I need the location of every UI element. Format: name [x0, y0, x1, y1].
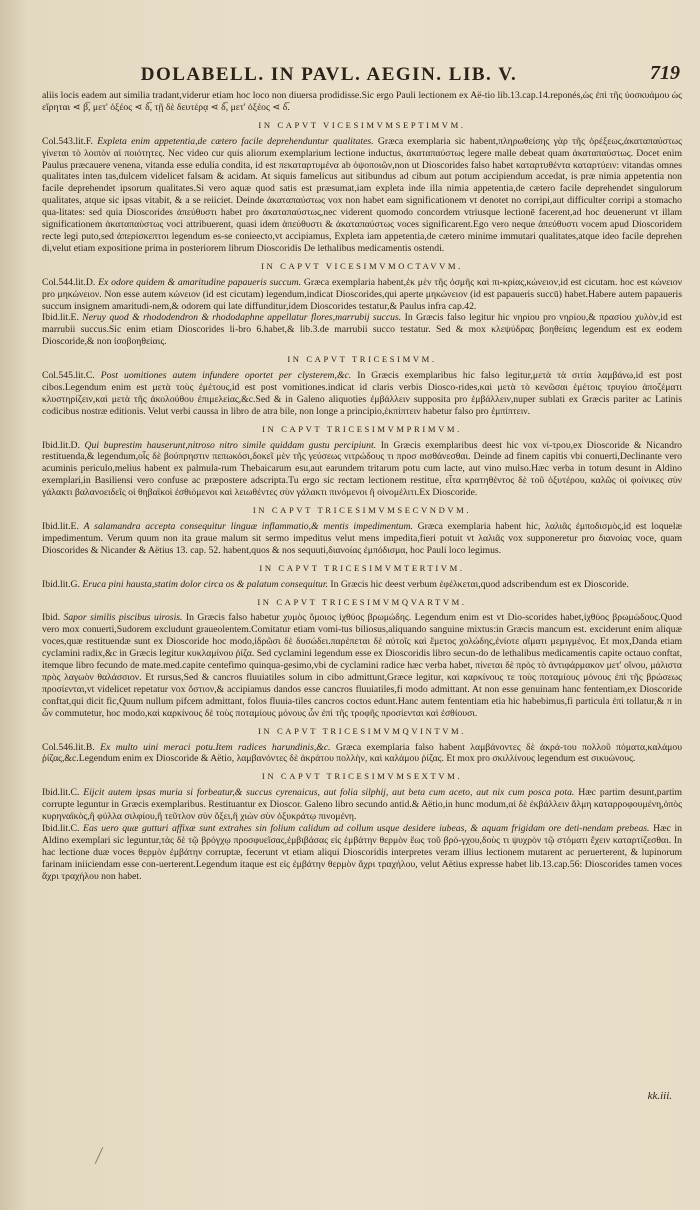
- commentary-paragraph: [42, 823, 682, 883]
- column-reference: Col.543.lit.F.: [42, 135, 93, 147]
- column-reference: Col.544.lit.D.: [42, 276, 96, 288]
- commentary-paragraph: [42, 312, 682, 348]
- column-reference: Ibid.lit.C.: [42, 822, 80, 834]
- commentary-paragraph: [42, 742, 682, 766]
- lemma-quote: A salamandra accepta consequitur linguæ inflammatio,& mentis impedimentum.: [83, 521, 413, 532]
- chapter-heading: IN CAPVT TRICESIMVMSECVNDVM.: [252, 505, 472, 516]
- paragraph-text: Græca exemplaria falso habent λαμβάνοντες δὲ ἀκρά-του πολλοῦ πόματα,καλάμου ῥίζας,&c.Legendum enim ex Dioscoride & Aëtio, λαμβανόντες δὲ ἀκράτου πολλὴν, καὶ καλάμου ῥίζας. Et mox pro σκιλλίνους legendum est σικυώνους.: [42, 741, 683, 765]
- paragraph-text: Græca exemplaria sic habent,πληρωθείσης γὰρ τῆς ὀρέξεως,ἀκαταπαύστως γίνεται τὸ λοιπὸν αἱ ποιότητες. Nec video cur quis aliorum exemplarium lectione inductus, ἀκαταπαύστως legere malle debeat quam ἀκαταπαύστως. Docet enim Paulus præcauere venena, vitanda esse edulia condita, id est πεκαταρτυμένα ab ὀψοποιῶν,non ut Dioscorides falso habet καταρτυθέντα καταρτύειν: vitandas omnes qualitates inten tas,dulcem videlicet falsam & acidam. At siquis famelicus aut sitibundus ad cibum aut potum accipiendum accedat, is præ nimia appetentia non facile deprehendet ipsorum qualitates.Si vero aquæ quod satis est præsumat,iam expleta inde illa nimia appetentia,de cætero facile deprehendet singulorum qualitates, atque sic ipsas vitabit, & a se reiiciet. Deinde ἀκαταπαύστως vox non habet eam significationem vt denotet no corripi,aut difficulter corripi a stomacho qua-litates: sed quia Dioscorides ἀπεύθυστι habet pro ἀκαταπαύστως,nec viderent quomodo concordem vtriusque lectionē facerent,ad hoc deuenerunt vt illam significationem ἀκαταπαύστως voci attribuerent, quasi idem ἀπεύθυστι & ἀκαταπαύστως voces significarent.Ego vero neque ἀπεύθυστι vocem apud Dioscoridem recte legi puto,sed ἀπερίσκεπτοι legendum es-se conieecto,vt accipiamus, Expleta iam appetentia,de cætero minime immutari qualitates,atque ideo facile deprehen di,velut etiam expositione prima in posteriorem librum Dioscoridis De lethalibus medicamentis ostendi.: [42, 135, 683, 254]
- commentary-paragraph: [42, 787, 682, 823]
- chapter-heading: IN CAPVT TRICESIMVMSEXTVM.: [261, 771, 463, 782]
- paragraph-text: Hæc partim desunt,partim corrupte leguntur in Græcis exemplaribus. Restituantur ex Dioscor. Galeno libro secundo antid.& Aëtio,in hunc modum,αἱ δὲ ἐκβάλλειν ἅλμη καταρροφουμένη,ὀπὸς κυρηναϊκὸς,ἢ φύλλα σιλφίου,ἢ τεῦτλον σὺν ὄξει,ἢ χιὼν σὺν ὀξυκράτῳ πινομένη.: [42, 787, 683, 823]
- page-number: 719: [650, 62, 680, 84]
- column-reference: Ibid.lit.E.: [42, 312, 79, 324]
- commentary-paragraph: [42, 612, 682, 719]
- column-reference: Col.546.lit.B.: [42, 741, 95, 753]
- paragraph-text: Græca exemplaria habent hic, λαλιᾶς ἐμποδισμὸς,id est loquelæ impedimentum. Verum quum non ita graue malum sit sermo impeditus velut mens impedita,fieri potuit vt λαλιᾶς vox supponeretur pro διανοίας voce, quam Dioscorides & Nicander & Aëtius 13. cap. 52. habent,quos & nos sequuti,διανοίας ἐμπόδισμα, hoc Pauli loco legimus.: [42, 521, 683, 556]
- lemma-quote: Ex multo uini meraci potu.Item radices harundinis,&c.: [100, 741, 331, 753]
- lemma-quote: Neruy quod & rhododendron & rhododaphne appellatur flores,marrubij succus.: [82, 312, 402, 324]
- chapter-heading: IN CAPVT VICESIMVMOCTAVVM.: [261, 260, 463, 271]
- column-reference: Ibid.lit.E.: [42, 521, 79, 532]
- paragraph-text: In Græcis falso legitur hic νηρίου pro νηρίου,& πρασίου χυλὸν,id est marrubii succus.Sic enim etiam Dioscorides li-bro 6.habet,& lib.3.de marrubii succo testatur. Sed & mox κλεψύδρας βοηθείαις legendum est ex eodem Dioscoride,& non ἰσοβοηθείαις.: [42, 312, 683, 348]
- commentary-paragraph: [42, 521, 682, 557]
- chapter-heading: IN CAPVT TRICESIMVM.: [287, 354, 437, 365]
- paragraph-text: Hæc in Aldino exemplari sic leguntur,τὰς δὲ τῷ βρόγχῳ προσφυεῖσας,ἐμβιβάσας εἰς ἐμβάτην θερμὸν ἕως τοῦ βρό-γχου,δοὺς τι ψυχρὸν τῷ στόματι ἔχειν καταρτίζεσθαι. In hac lectione duæ voces θερμὸν ἐμβάτην corruptæ, fecerunt vt etiam aliqui Dioscoridis interpretes veram illius lectionem mutarent ac peruerterent, & lupinorum farinam iniiciendam esse con-uerterent.Legendum itaque est εἰς ἐμβάτην θερμὸν ἄχρι τραχήλου, velut Aëtius expresse habet lib.13.cap.56: Dioscorides tamen voces ἄχρι τραχήλου non habet.: [42, 822, 683, 882]
- paragraph-text: aliis locis eadem aut similia tradant,viderur etiam hoc loco non diuersa prodidisse.Sic ergo Pauli lectionem ex Aë-tio lib.13.cap.14.reponés,ὡς ἐπὶ τῆς ὑοσκυάμου ὡς εἴρηται ⋖ β̅, μετ' ὀξέος ⋖ δ̅, τῇ δὲ δευτέρᾳ ⋖ δ̅, μετ' ὀξέος ⋖ δ̅.: [42, 90, 682, 113]
- commentary-paragraph: [42, 136, 682, 255]
- page-body: [42, 90, 682, 882]
- commentary-paragraph: [42, 90, 682, 114]
- lemma-quote: Sapor similis piscibus uirosis.: [63, 612, 183, 624]
- lemma-quote: Eijcit autem ipsas muria si forbeatur,& succus cyrenaicus, aut folia silphij, aut beta cum aceto, aut nix cum posca pota.: [83, 787, 575, 799]
- page-header: [40, 64, 680, 90]
- chapter-heading: IN CAPVT VICESIMVMSEPTIMVM.: [258, 119, 466, 130]
- running-head: DOLABELL. IN PAVL. AEGIN. LIB. V.: [140, 64, 518, 85]
- paragraph-text: In Græcis falso habetur χυμὸς ὅμοιος ἰχθύος βρωμώδης. Legendum enim est vt Dio-scorides habet,ἰχθύος βρωμώδους.Quod vero mox conuerti,Sudorem excludunt graueolentem.Comitatur etiam vomi-tus biliosus,aliquando sanguine mixtus:in Græcis mancum est. exciderunt enim aliquæ voces,quæ restituendæ sunt ex Dioscoride hoc modo,ἱδρῶσι δὲ δυσώδει.παρέπεται δὲ αὐτοῖς καὶ ἔμετος χολώδης,ἐνίοτε αἵματι μεμιγμένος. Et mox,Danda etiam cyclamini radix,&c in Græcis legitur κυκλαμίνου ῥίζα. Sed cyclamini legendum esse ex Dioscoridis libro secun-do de lethalibus medicamentis capite octauo conftat, itemque libro fecundo de mate.med.capite centefimo quinqua-gesimo,vbi de cyclamini radice hæc verba habet, πίνεται δὲ πρὸς τὸ ἀντιφάρμακον μετ' οἴνου, μάλιστα πρὸς λαγωὸν θαλάσσιον. Et rursus,Sed & cancros fluuiatiles solum in cibo admittunt,Græce legitur, καὶ καρκίνους τε τοὺς ποταμίους μόνους ἐπὶ τῆς βρώσεως προσίενται,vt videlicet repetatur vox ὄστιον,& accipiamus dandos esse cancros fluuiatiles,fi modo admittant. At non esse genuinam hanc fententiam,ex Dioscoride conftat,qui dicit fic,Quum nullum pifcem admittant, folos fluuia-tiles cancros coctos edunt.Hanc autem fententiam etia hic habebimus,fi particula ἐπὶ tollatur,& π in ὧν commutetur, hoc modo,καὶ καρκίνους δὲ τοὺς ποταμίους μόνους ὧν ἐπὶ τῆς τροφῆς προσίενται καὶ ἐσθίουσι.: [42, 612, 683, 719]
- lemma-quote: Post uomitiones autem infundere oportet per clysterem,&c.: [100, 370, 352, 382]
- column-reference: Ibid.: [42, 612, 61, 624]
- commentary-paragraph: [42, 277, 682, 313]
- commentary-paragraph: [42, 370, 682, 418]
- chapter-heading: IN CAPVT TRICESIMVMPRIMVM.: [262, 423, 462, 434]
- lemma-quote: Qui buprestim hauserunt,nitroso nitro simile quiddam gustu percipiunt.: [84, 439, 377, 451]
- column-reference: Ibid.lit.G.: [42, 578, 80, 590]
- chapter-heading: IN CAPVT TRICESIMVMQVARTVM.: [257, 596, 467, 607]
- lemma-quote: Eruca pini hausta,statim dolor circa os & palatum consequitur.: [82, 578, 328, 590]
- pen-stroke: [95, 1147, 104, 1164]
- paragraph-text: In Græcis hic deest verbum ἐφέλκεται,quod adscribendum est ex Dioscoride.: [330, 578, 629, 590]
- column-reference: Col.545.lit.C.: [42, 370, 95, 382]
- paragraph-text: In Græcis exemplaribus deest hic vox νί-τρου,ex Dioscoride & Nicandro restituenda,& legendum,οἷς δὲ βούπρηστιν πεπωκόσι,δοκεῖ μὲν τῆς γεύσεως νιτρώδους τι προσ αισθάνεσθαι. Deinde ad finem capitis vbi conuerti,Declinante vero acuminis periculo,melius habent ex palmula-rum Thebaicarum esu,aut earundem tritarum potu cum lacte, aut vino mulso.Hæc verba in totum desunt in Aldino exemplari,in Basiliensi vero confuse ac præpostere adscripta.Tu ergo sic rectam lectionem restitue, εἶτα κρατηθέντος δὲ τοῦ ὀξυτέρου, καλῶς οἱ φοίνικες σὺν γάλακτι βαλανοειδεῖς οἱ θηβαϊκοὶ ἐσθιόμενοι καὶ λειωθέντες σὺν γάλακτι πινόμενοι ἢ οἰνομέλιτι.Ex Dioscoride.: [42, 439, 683, 499]
- lemma-quote: Expleta enim appetentia,de cætero facile deprehenduntur qualitates.: [97, 135, 374, 147]
- commentary-paragraph: [42, 579, 682, 591]
- commentary-paragraph: [42, 440, 682, 500]
- paragraph-text: In Græcis exemplaribus hic falso legitur,μετὰ τὰ σιτία λαμβάνω,id est post cibos.Legendum enim est μετὰ τοὺς ἐμέτους,id est post vomitiones.indicat id claris verbis Diosco-rides,καὶ μετὰ τὸ κενῶσαι ἐμέτοις τρυγίου ἀποζέματι κλυστηρίζειν,καὶ μετὰ τῆς ἀκολούθου ἐπιμελείας,&c.Sed & in Galeno aliquoties ἐμβάλλειν supposita pro ἐμβάλλειν,nuper sublati ex Græcis pariter ac Latinis codicibus nostræ editionis. Velut verbi caussa in libro de atra bile, non longe a principio,ἐκπίπτειν habetur falso pro ἐμπίπτειν.: [42, 370, 683, 417]
- chapter-heading: IN CAPVT TRICESIMVMTERTIVM.: [259, 562, 465, 573]
- column-reference: Ibid.lit.D.: [42, 439, 80, 451]
- lemma-quote: Eas uero quæ gutturi affixæ sunt extrahes sin folium calidum ad collum usque desidere iubeas, & aquam frigidam ore deti-nendam prebeas.: [83, 822, 650, 834]
- paragraph-text: Græca exemplaria habent,ἐκ μὲν τῆς ὀσμῆς καὶ πι-κρίας,κώνειον,id est cicutam. hoc est κώνειον pro μηκώνειον. Non esse autem κώνειον (id est cicutam) legendum,indicat Dioscorides,qui aperte μηκώνειον (id est papaueris succū) habet.Habere autem papaueris succum insignem amaritudi-nem,& odorem qui late diffunditur,idem Dioscorides testatur,& Paulus infra cap.42.: [42, 276, 682, 312]
- signature-mark: kk.iii.: [647, 1090, 672, 1102]
- column-reference: Ibid.lit.C.: [42, 787, 80, 799]
- lemma-quote: Ex odore quidem & amaritudine papaueris succum.: [98, 276, 302, 288]
- chapter-heading: IN CAPVT TRICESIMVMQVINTVM.: [257, 725, 467, 736]
